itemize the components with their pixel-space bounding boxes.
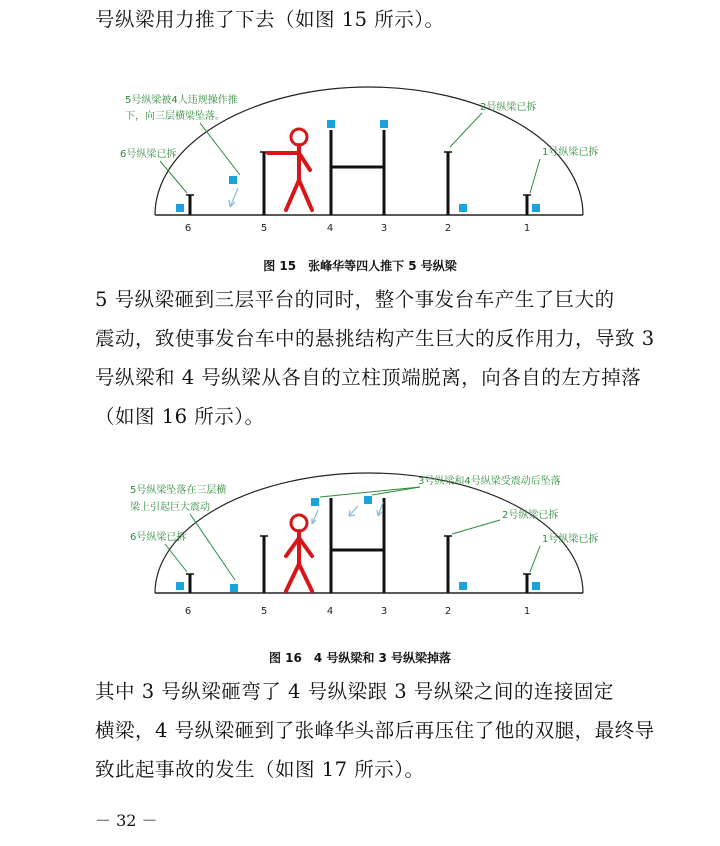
note-2: 2号纵梁已拆 (502, 510, 559, 521)
note-1: 1号纵梁已拆 (542, 534, 599, 545)
note-6: 6号纵梁已拆 (120, 149, 177, 160)
note-5: 5号纵梁坠落在三层横 (130, 485, 227, 496)
paragraph-line: 5 号纵梁砸到三层平台的同时，整个事发台车产生了巨大的 (95, 288, 615, 311)
axis-label-1: 1 (523, 606, 531, 617)
paragraph-line: （如图 16 所示）。 (95, 405, 265, 428)
beam-1 (532, 582, 540, 590)
note-34: 3号纵梁和4号纵梁受震动后坠落 (418, 476, 561, 487)
fall-arrow (377, 502, 383, 516)
note-6: 6号纵梁已拆 (130, 532, 187, 543)
axis-label-6: 6 (184, 606, 192, 617)
axis-label-2: 2 (444, 606, 452, 617)
axis-label-3: 3 (380, 606, 388, 617)
beam-4 (327, 120, 335, 128)
figure-15-caption: 图 15 张峰华等四人推下 5 号纵梁 (263, 259, 457, 273)
figure-16-diagram (0, 468, 720, 618)
fall-arrow (229, 188, 238, 207)
axis-label-3: 3 (380, 223, 388, 234)
axis-label-4: 4 (326, 223, 334, 234)
note-5b: 梁上引起巨大震动 (130, 502, 210, 513)
paragraph-line: 横梁，4 号纵梁砸到了张峰华头部后再压住了他的双腿，最终导 (95, 719, 655, 742)
beam-5 (230, 584, 238, 592)
paragraph-line: 致此起事故的发生（如图 17 所示）。 (95, 758, 425, 781)
paragraph-line: 其中 3 号纵梁砸弯了 4 号纵梁跟 3 号纵梁之间的连接固定 (95, 680, 614, 703)
axis-label-6: 6 (184, 223, 192, 234)
axis-label-2: 2 (444, 223, 452, 234)
note-5b: 下，向三层横梁坠落。 (125, 111, 225, 122)
beam-1 (532, 204, 540, 212)
fall-arrow (312, 510, 318, 524)
beam-6 (176, 204, 184, 212)
note-1: 1号纵梁已拆 (542, 147, 599, 158)
beam-2 (459, 582, 467, 590)
worker-figure (286, 515, 312, 591)
note-2: 2号纵梁已拆 (480, 102, 537, 113)
figure-16-caption: 图 16 4 号纵梁和 3 号纵梁掉落 (268, 651, 452, 665)
axis-label-5: 5 (260, 606, 268, 617)
fall-arrow (349, 506, 358, 516)
worker-figure (268, 129, 312, 210)
paragraph-line: 震动，致使事发台车中的悬挑结构产生巨大的反作用力，导致 3 (95, 327, 655, 350)
beam-2 (459, 204, 467, 212)
note-5: 5号纵梁被4人违规操作推 (125, 95, 238, 106)
axis-label-5: 5 (260, 223, 268, 234)
page-number: － 32 － (95, 811, 158, 830)
paragraph-line: 号纵梁用力推了下去（如图 15 所示）。 (95, 8, 445, 31)
beam-3 (380, 120, 388, 128)
axis-label-1: 1 (523, 223, 531, 234)
beam-6 (176, 582, 184, 590)
beam-4-falling (311, 498, 319, 506)
paragraph-line: 号纵梁和 4 号纵梁从各自的立柱顶端脱离，向各自的左方掉落 (95, 366, 642, 389)
beam-3-falling (364, 496, 372, 504)
beam-5-falling (229, 176, 237, 184)
axis-label-4: 4 (326, 606, 334, 617)
